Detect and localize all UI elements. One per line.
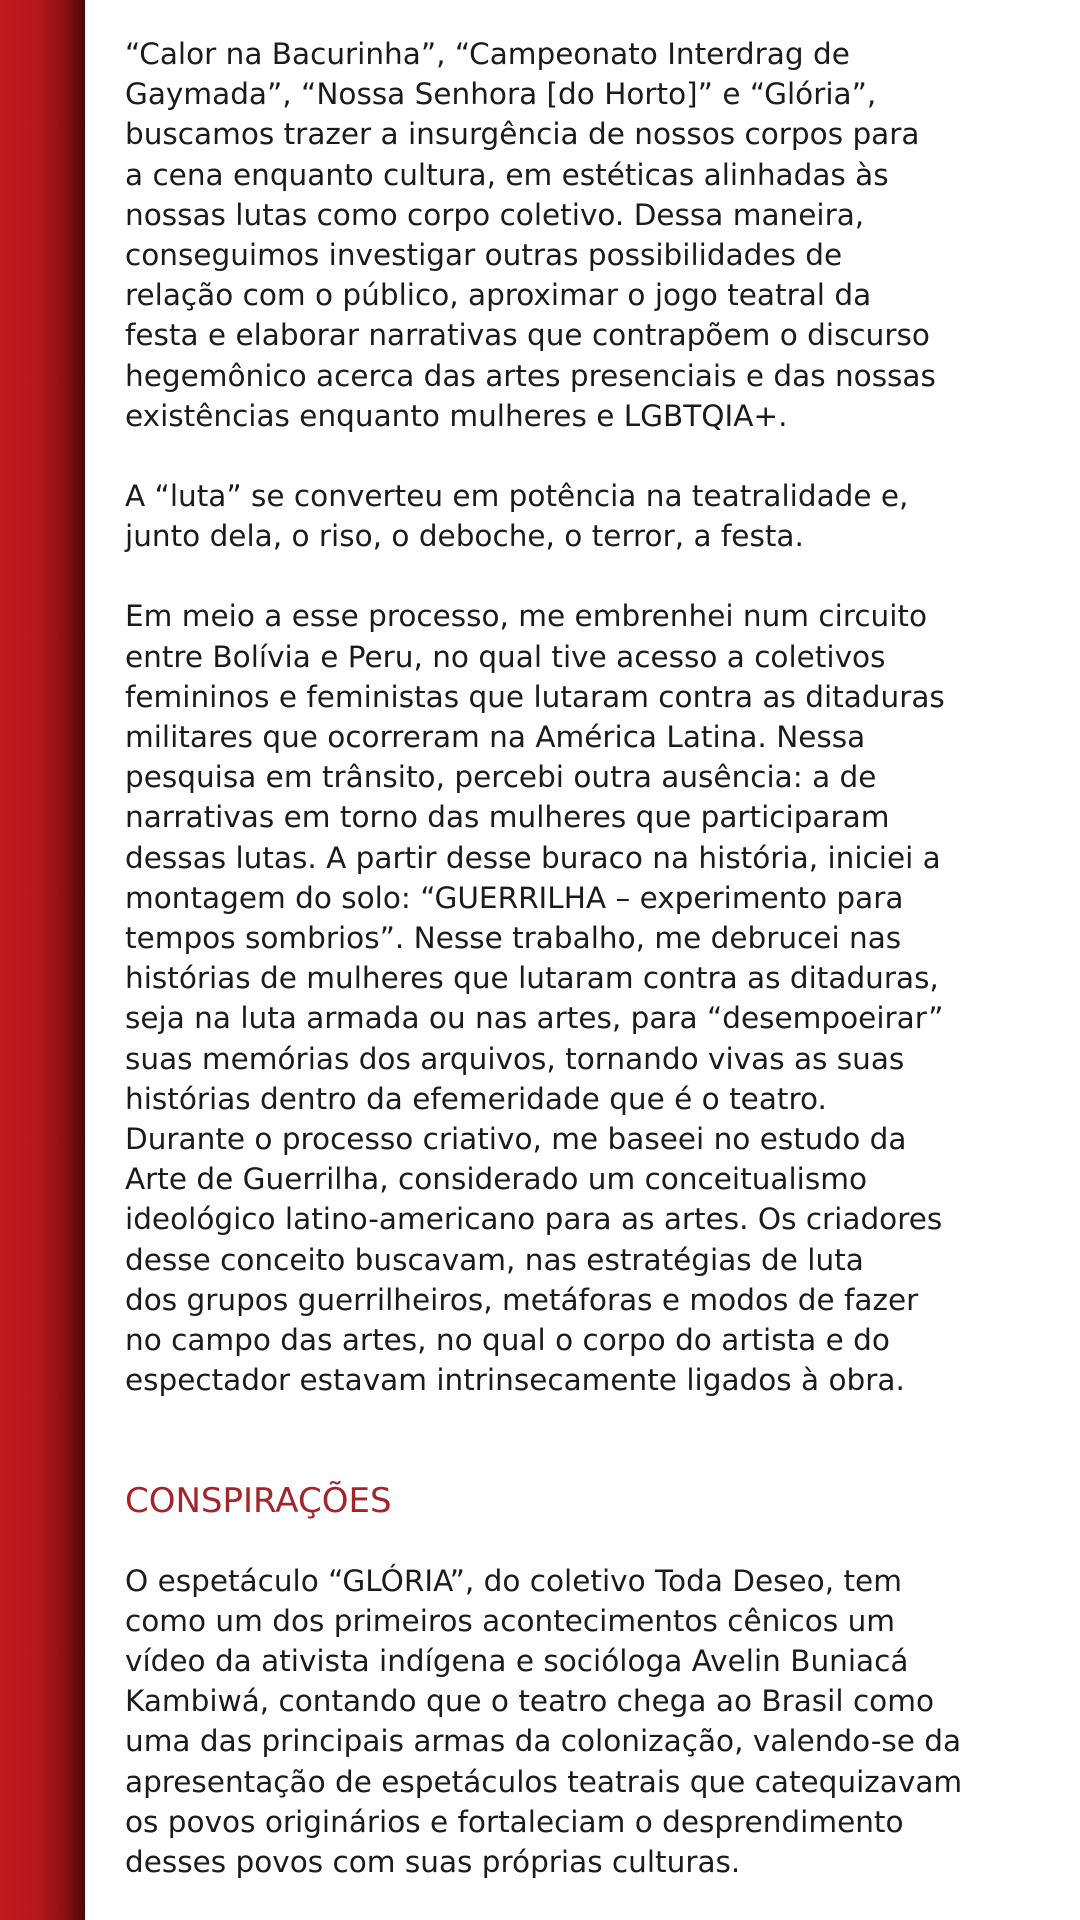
paragraph-1: “Calor na Bacurinha”, “Campeonato Interdrag de Gaymada”, “Nossa Senhora [do Horto]” e “Glória”, buscamos trazer a insurgência de nossos corpos para a cena enquanto cultura, em estéticas alinhadas às nossas lutas como corpo coletivo. Dessa maneira, conseguimos investigar outras possibilidades de relação com o público, aproximar o jogo teatral da festa e elaborar narrativas que contrapõem o discurso hegemônico acerca das artes presenciais e das nossas existências enquanto mulheres e LGBTQIA+. <box>125 37 936 433</box>
decorative-red-band <box>0 0 85 1920</box>
section-heading: CONSPIRAÇÕES <box>125 1480 392 1521</box>
paragraph-4: O espetáculo “GLÓRIA”, do coletivo Toda Deseo, tem como um dos primeiros acontecimentos cênicos um vídeo da ativista indígena e socióloga Avelin Buniacá Kambiwá, contando que o teatro chega ao Brasil como uma das principais armas da colonização, valendo-se da apresentação de espetáculos teatrais que catequizavam os povos originários e fortaleciam o desprendimento desses povos com suas próprias culturas. <box>125 1563 963 1879</box>
paragraph-2: A “luta” se converteu em potência na teatralidade e, junto dela, o riso, o deboche, o terror, a festa. <box>125 479 909 554</box>
paragraph-3: Em meio a esse processo, me embrenhei num circuito entre Bolívia e Peru, no qual tive acesso a coletivos femininos e feministas que lutaram contra as ditaduras militares que ocorreram na América Latina. Nessa pesquisa em trânsito, percebi outra ausência: a de narrativas em torno das mulheres que participaram dessas lutas. A partir desse buraco na história, iniciei a montagem do solo: “GUERRILHA – experimento para tempos sombrios”. Nesse trabalho, me debrucei nas histórias de mulheres que lutaram contra as ditaduras, seja na luta armada ou nas artes, para “desempoeirar” suas memórias dos arquivos, tornando vivas as suas histórias dentro da efemeridade que é o teatro. Durante o processo criativo, me baseei no estudo da Arte de Guerrilha, considerado um conceitualismo ideológico latino-americano para as artes. Os criadores desse conceito buscavam, nas estratégias de luta dos grupos guerrilheiros, metáforas e modos de fazer no campo das artes, no qual o corpo do artista e do espectador estavam intrinsecamente ligados à obra. <box>125 599 945 1398</box>
article-body <box>125 34 1055 1882</box>
